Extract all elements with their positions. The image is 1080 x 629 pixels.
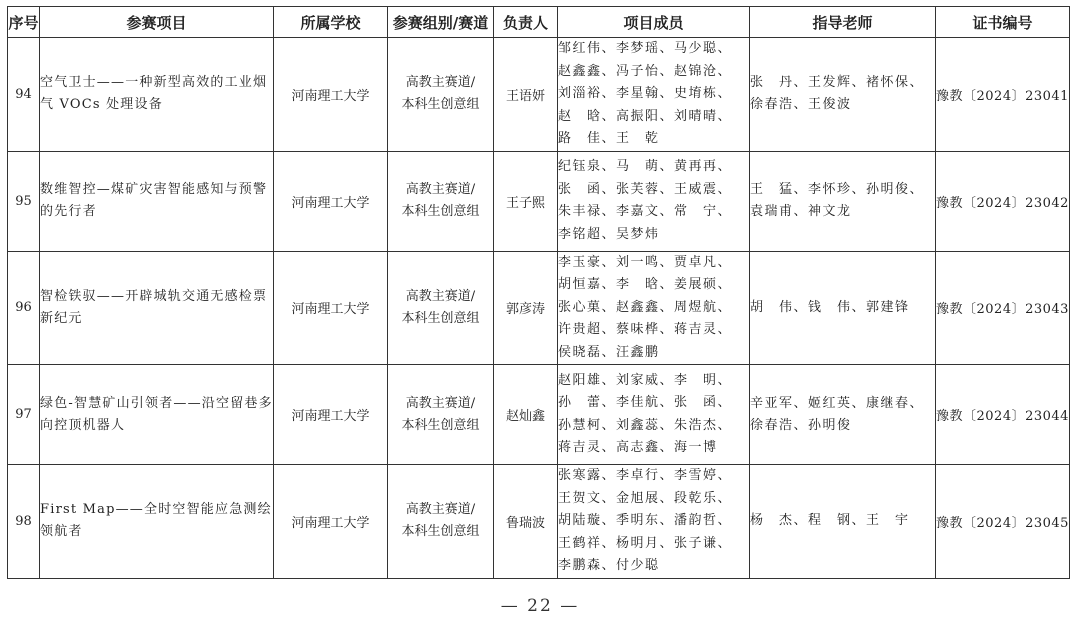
table-body (8, 38, 1070, 579)
serial-cell: 96 (8, 251, 40, 365)
group-cell (388, 365, 494, 465)
table-row (8, 151, 1070, 251)
header-group: 参赛组别/赛道 (388, 7, 494, 38)
serial-cell: 94 (8, 38, 40, 152)
school-cell: 河南理工大学 (274, 465, 388, 579)
group-cell (388, 38, 494, 152)
member-line: 侯晓磊、汪鑫鹏 (558, 344, 660, 360)
member-line: 张心菓、赵鑫鑫、周煜航、 (558, 299, 733, 315)
award-list-table-wrapper (7, 6, 1070, 579)
advisor-line: 徐春浩、王俊波 (750, 97, 852, 113)
members-cell (558, 465, 750, 579)
member-line: 王贺文、金旭展、段乾乐、 (558, 490, 733, 506)
group-cell (388, 251, 494, 365)
school-cell: 河南理工大学 (274, 251, 388, 365)
advisors-cell (750, 365, 936, 465)
advisors-cell (750, 38, 936, 152)
advisors-cell (750, 465, 936, 579)
project-cell: 智检铁驭——开辟城轨交通无感检票新纪元 (40, 251, 274, 365)
cert-cell: 豫教〔2024〕23041 (936, 38, 1070, 152)
advisor-line: 胡 伟、钱 伟、郭建锋 (750, 299, 910, 315)
school-cell: 河南理工大学 (274, 151, 388, 251)
page-number: — 22 — (500, 596, 580, 616)
award-list-table (7, 6, 1070, 579)
serial-cell: 95 (8, 151, 40, 251)
group-cell (388, 151, 494, 251)
leader-cell: 王语妍 (494, 38, 558, 152)
table-row (8, 251, 1070, 365)
member-line: 胡恒嘉、李 晗、姜展硕、 (558, 277, 733, 292)
members-cell (558, 38, 750, 152)
member-line: 邹红伟、李梦瑶、马少聪、 (558, 41, 733, 56)
member-line: 赵阳雄、刘家威、李 明、 (558, 372, 733, 388)
members-cell (558, 365, 750, 465)
group-line: 本科生创意组 (401, 97, 480, 113)
member-line: 李铭超、吴梦炜 (558, 226, 660, 242)
member-line: 纪钰泉、马 萌、黄再再、 (558, 159, 733, 174)
group-line: 本科生创意组 (401, 310, 480, 326)
member-line: 赵鑫鑫、冯子怡、赵锦沧、 (558, 63, 733, 79)
header-advisors: 指导老师 (750, 7, 936, 38)
table-header-row (8, 7, 1070, 38)
project-cell: First Map——全时空智能应急测绘领航者 (40, 465, 274, 579)
member-line: 李鹏森、付少聪 (558, 558, 660, 573)
member-line: 张寒露、李卓行、李雪婷、 (558, 468, 733, 483)
advisor-line: 袁瑞甫、神文龙 (750, 204, 852, 219)
leader-cell: 赵灿鑫 (494, 365, 558, 465)
leader-cell: 王子熙 (494, 151, 558, 251)
members-cell (558, 151, 750, 251)
cert-cell: 豫教〔2024〕23045 (936, 465, 1070, 579)
school-cell: 河南理工大学 (274, 365, 388, 465)
member-line: 蒋吉灵、高志鑫、海一博 (558, 440, 718, 455)
serial-cell: 98 (8, 465, 40, 579)
member-line: 张 函、张芙蓉、王威震、 (558, 181, 733, 197)
member-line: 孙 蕾、李佳航、张 函、 (558, 395, 733, 410)
member-line: 孙慧柯、刘鑫蕊、朱浩杰、 (558, 417, 733, 433)
member-line: 刘淄裕、李星翰、史堉栋、 (558, 86, 733, 101)
advisor-line: 杨 杰、程 钢、王 宇 (750, 513, 910, 529)
advisor-line: 张 丹、王发辉、褚怀保、 (750, 75, 925, 91)
member-line: 许贵超、蔡味桦、蒋吉灵、 (558, 322, 733, 337)
serial-cell: 97 (8, 365, 40, 465)
header-members: 项目成员 (558, 7, 750, 38)
leader-cell: 郭彦涛 (494, 251, 558, 365)
member-line: 赵 晗、高振阳、刘晴晴、 (558, 108, 733, 124)
school-cell: 河南理工大学 (274, 38, 388, 152)
group-line: 高教主赛道/ (405, 75, 476, 91)
group-line: 高教主赛道/ (405, 182, 476, 197)
advisor-line: 徐春浩、孙明俊 (750, 417, 852, 433)
leader-cell: 鲁瑞波 (494, 465, 558, 579)
advisor-line: 王 猛、李怀珍、孙明俊、 (750, 182, 925, 197)
group-line: 本科生创意组 (401, 524, 480, 540)
header-leader: 负责人 (494, 7, 558, 38)
header-serial: 序号 (8, 7, 40, 38)
cert-cell: 豫教〔2024〕23043 (936, 251, 1070, 365)
advisors-cell (750, 251, 936, 365)
group-cell (388, 465, 494, 579)
project-cell: 数维智控—煤矿灾害智能感知与预警的先行者 (40, 151, 274, 251)
group-line: 本科生创意组 (401, 204, 480, 219)
table-row (8, 465, 1070, 579)
header-school: 所属学校 (274, 7, 388, 38)
members-cell (558, 251, 750, 365)
member-line: 王鹤祥、杨明月、张子谦、 (558, 535, 733, 551)
advisor-line: 辛亚军、姬红英、康继春、 (750, 395, 925, 411)
member-line: 路 佳、王 乾 (558, 131, 660, 146)
member-line: 朱丰禄、李嘉文、常 宁、 (558, 204, 733, 219)
group-line: 高教主赛道/ (405, 502, 476, 518)
group-line: 高教主赛道/ (405, 288, 476, 304)
cert-cell: 豫教〔2024〕23042 (936, 151, 1070, 251)
project-cell: 绿色-智慧矿山引领者——沿空留巷多向控顶机器人 (40, 365, 274, 465)
member-line: 李玉豪、刘一鸣、贾卓凡、 (558, 254, 733, 270)
group-line: 本科生创意组 (401, 417, 480, 433)
advisors-cell (750, 151, 936, 251)
member-line: 胡陆璇、季明东、潘韵哲、 (558, 513, 733, 528)
table-row (8, 38, 1070, 152)
project-cell: 空气卫士——一种新型高效的工业烟气 VOCs 处理设备 (40, 38, 274, 152)
group-line: 高教主赛道/ (405, 395, 476, 411)
cert-cell: 豫教〔2024〕23044 (936, 365, 1070, 465)
table-row (8, 365, 1070, 465)
header-cert: 证书编号 (936, 7, 1070, 38)
header-project: 参赛项目 (40, 7, 274, 38)
